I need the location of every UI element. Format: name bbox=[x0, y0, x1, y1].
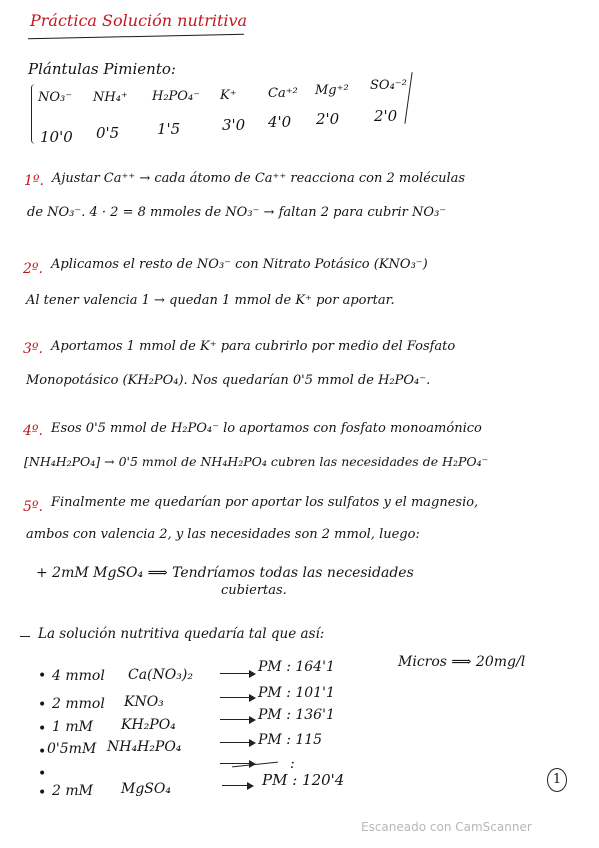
solution-amount: 4 mmol bbox=[52, 668, 105, 684]
ion-value-h2po4: 1'5 bbox=[157, 120, 181, 138]
solution-pm: PM : 101'1 bbox=[258, 685, 335, 701]
bullet: • bbox=[38, 721, 47, 737]
step-text-line: Monopotásico (KH₂PO₄). Nos quedarían 0'5 mmol de H₂PO₄⁻. bbox=[26, 373, 431, 388]
bullet: • bbox=[38, 697, 47, 713]
step-number: 3º. bbox=[23, 341, 43, 357]
bullet: • bbox=[38, 785, 47, 801]
solution-pm: PM : 120'4 bbox=[262, 771, 345, 789]
bullet: • bbox=[38, 744, 47, 760]
ion-label-ca: Ca⁺² bbox=[268, 86, 298, 101]
ion-label-so4: SO₄⁻² bbox=[370, 78, 407, 93]
step-number: 2º. bbox=[23, 261, 43, 277]
step-number: 4º. bbox=[23, 423, 43, 439]
arrow-icon bbox=[220, 742, 254, 743]
ion-value-mg: 2'0 bbox=[316, 110, 340, 128]
solution-amount: 2 mM bbox=[52, 783, 93, 799]
solution-compound: KH₂PO₄ bbox=[121, 717, 176, 733]
solution-compound: KNO₃ bbox=[124, 694, 164, 710]
ion-value-no3: 10'0 bbox=[40, 128, 73, 146]
bullet: • bbox=[38, 668, 47, 684]
ion-label-mg: Mg⁺² bbox=[315, 83, 349, 98]
solution-pm: PM : 115 bbox=[258, 732, 323, 748]
solution-amount: 1 mM bbox=[52, 719, 93, 735]
solution-pm: : bbox=[290, 756, 295, 772]
step-text-line: Ajustar Ca⁺⁺ → cada átomo de Ca⁺⁺ reacciona con 2 moléculas bbox=[52, 171, 466, 186]
ion-value-k: 3'0 bbox=[222, 116, 246, 134]
bullet: • bbox=[38, 766, 47, 782]
arrow-icon bbox=[220, 673, 254, 674]
step-text-line: ambos con valencia 2, y las necesidades son 2 mmol, luego: bbox=[26, 527, 420, 542]
page-number: 1 bbox=[547, 768, 567, 792]
arrow-icon bbox=[220, 719, 254, 720]
solution-pm: PM : 136'1 bbox=[258, 707, 335, 723]
ion-label-k: K⁺ bbox=[220, 88, 237, 103]
ion-value-ca: 4'0 bbox=[268, 113, 292, 131]
conclusion-text: La solución nutritiva quedaría tal que así: bbox=[38, 626, 325, 642]
step-text-line: Finalmente me quedarían por aportar los sulfatos y el magnesio, bbox=[51, 495, 479, 510]
step-text-line: Esos 0'5 mmol de H₂PO₄⁻ lo aportamos con fosfato monoamónico bbox=[51, 421, 482, 436]
step-text-line: [NH₄H₂PO₄] → 0'5 mmol de NH₄H₂PO₄ cubren las necesidades de H₂PO₄⁻ bbox=[24, 454, 489, 469]
solution-compound: NH₄H₂PO₄ bbox=[107, 739, 182, 755]
arrow-icon bbox=[220, 697, 254, 698]
step-text-line: Aportamos 1 mmol de K⁺ para cubrirlo por medio del Fosfato bbox=[51, 339, 456, 354]
page-title: Práctica Solución nutritiva bbox=[30, 11, 248, 30]
step-text-line: Aplicamos el resto de NO₃⁻ con Nitrato Potásico (KNO₃⁻) bbox=[51, 257, 428, 272]
arrow-icon bbox=[222, 785, 252, 786]
solution-compound: Ca(NO₃)₂ bbox=[128, 667, 193, 683]
micros-note: Micros ⟹ 20mg/l bbox=[398, 654, 526, 670]
title-underline bbox=[28, 34, 244, 40]
solution-pm: PM : 164'1 bbox=[258, 659, 335, 675]
ion-label-h2po4: H₂PO₄⁻ bbox=[152, 89, 201, 104]
ion-value-nh4: 0'5 bbox=[96, 124, 120, 142]
ion-label-no3: NO₃⁻ bbox=[38, 90, 73, 105]
step-text-line: de NO₃⁻. 4 · 2 = 8 mmoles de NO₃⁻ → faltan 2 para cubrir NO₃⁻ bbox=[27, 205, 447, 220]
solution-compound: MgSO₄ bbox=[121, 781, 171, 797]
subtitle: Plántulas Pimiento: bbox=[28, 60, 176, 78]
ion-value-so4: 2'0 bbox=[374, 107, 398, 125]
scanner-watermark: Escaneado con CamScanner bbox=[361, 820, 532, 834]
solution-amount: 0'5mM bbox=[47, 741, 97, 757]
solution-amount: 2 mmol bbox=[52, 696, 105, 712]
step-5-result: + 2mM MgSO₄ ⟹ Tendríamos todas las necesidades bbox=[36, 565, 414, 581]
step-text-line: Al tener valencia 1 → quedan 1 mmol de K⁺ por aportar. bbox=[26, 293, 395, 308]
step-5-result-cont: cubiertas. bbox=[221, 583, 287, 598]
step-number: 5º. bbox=[23, 499, 43, 515]
conclusion-dash bbox=[20, 636, 30, 637]
step-number: 1º. bbox=[24, 173, 44, 189]
ion-label-nh4: NH₄⁺ bbox=[93, 90, 128, 105]
